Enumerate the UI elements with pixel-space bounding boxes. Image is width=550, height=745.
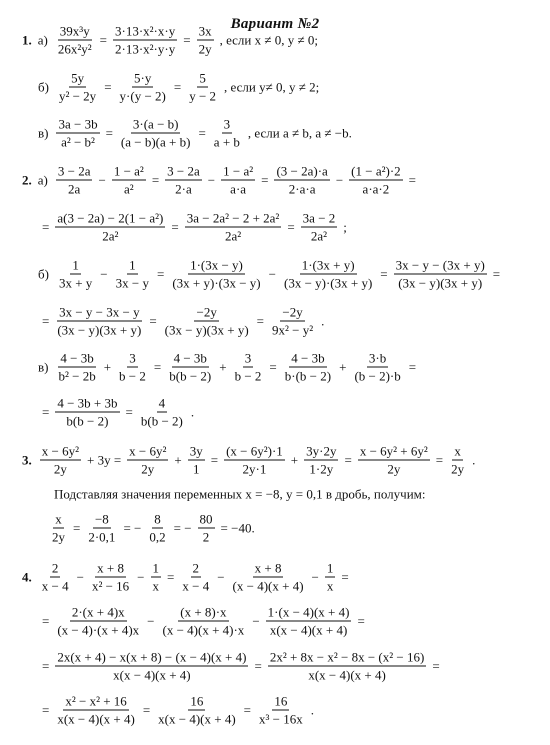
- numerator: 4 − 3b: [173, 350, 207, 366]
- denominator: x: [152, 578, 160, 594]
- fraction: [188, 445, 205, 476]
- operator: =: [171, 219, 179, 235]
- denominator: 2·a: [175, 181, 192, 197]
- numerator: 3y·2y: [306, 443, 337, 459]
- numerator: 3x: [198, 23, 212, 39]
- numerator: 4 − 3b: [291, 350, 325, 366]
- operator: =: [287, 219, 295, 235]
- fraction: [112, 165, 146, 196]
- fraction: [221, 165, 255, 196]
- fraction: [56, 118, 99, 149]
- operator: =: [42, 613, 50, 629]
- equation-line: [38, 352, 420, 383]
- numerator: 3 − 2a: [57, 163, 91, 179]
- denominator: (3x − y)(3x + y): [164, 322, 249, 338]
- numerator: 1: [152, 560, 160, 576]
- operator: −: [147, 613, 155, 629]
- denominator: x(x − 4)(x + 4): [158, 711, 236, 727]
- denominator: b − 2: [234, 368, 262, 384]
- denominator: a + b: [213, 134, 240, 150]
- numerator: 3a − 2a² − 2 + 2a²: [186, 210, 280, 226]
- numerator: 2: [51, 560, 59, 576]
- problem-number: 2.: [22, 172, 32, 188]
- equation-line: [50, 488, 426, 501]
- operator: =: [357, 613, 365, 629]
- equation-line: [38, 212, 351, 243]
- equation-line: [38, 651, 444, 682]
- numerator: (x + 8)·x: [180, 604, 227, 620]
- fraction: [349, 165, 403, 196]
- denominator: 1·2y: [309, 461, 334, 477]
- subproblem-label: а): [37, 32, 48, 48]
- fraction: [156, 695, 237, 726]
- denominator: a²: [123, 181, 134, 197]
- subproblem-label: б): [38, 266, 49, 282]
- denominator: b·(b − 2): [284, 368, 332, 384]
- denominator: 1: [192, 461, 200, 477]
- fraction: [268, 651, 427, 682]
- operator: =: [153, 359, 162, 375]
- numerator: x: [55, 511, 62, 527]
- fraction: [50, 513, 67, 544]
- fraction: [55, 212, 165, 243]
- operator: =: [380, 266, 388, 282]
- fraction: [113, 25, 177, 56]
- numerator: 1·(x − 4)(x + 4): [267, 604, 350, 620]
- numerator: 4: [158, 395, 166, 411]
- operator: +: [219, 359, 227, 375]
- fraction: [352, 352, 402, 383]
- subproblem-label: б): [38, 79, 49, 95]
- fraction: [163, 306, 251, 337]
- subproblem-label: в): [38, 359, 49, 375]
- operator: =: [173, 79, 182, 95]
- operator: = −: [123, 520, 142, 536]
- fraction: [301, 212, 338, 243]
- fraction: [147, 513, 167, 544]
- fraction: [231, 562, 306, 593]
- denominator: 2y: [53, 461, 67, 477]
- problem-number: 3.: [22, 452, 32, 468]
- operator: =: [151, 172, 160, 188]
- numerator: 3: [244, 350, 252, 366]
- numerator: 3y: [189, 443, 203, 459]
- operator: =: [104, 79, 112, 95]
- operator: =: [198, 125, 206, 141]
- numerator: (3 − 2a)·a: [276, 163, 328, 179]
- numerator: (x − 6y²)·1: [226, 443, 283, 459]
- equation-line: [22, 165, 420, 196]
- numerator: 39x³y: [59, 23, 90, 39]
- equation-line: [38, 306, 328, 337]
- numerator: 5·y: [134, 70, 152, 86]
- fraction: [127, 445, 168, 476]
- fraction: [165, 165, 202, 196]
- numerator: 3·b: [368, 350, 387, 366]
- fraction: [270, 306, 315, 337]
- numerator: 8: [154, 511, 161, 527]
- numerator: 3: [129, 350, 136, 366]
- fraction: [56, 352, 97, 383]
- numerator: 3·13·x²·x·y: [115, 23, 176, 39]
- denominator: a·a·2: [362, 181, 390, 197]
- numerator: x − 6y²: [129, 443, 167, 459]
- denominator: (3x − y)·(3x + y): [283, 275, 373, 291]
- operator: =: [42, 702, 50, 718]
- operator: =: [492, 266, 501, 282]
- operator: .: [472, 452, 476, 468]
- fraction: [394, 259, 487, 290]
- equation-line: [22, 445, 479, 476]
- operator: =: [408, 359, 417, 375]
- operator: .: [321, 313, 325, 329]
- fraction: [55, 695, 136, 726]
- numerator: 16: [274, 693, 288, 709]
- denominator: x(x − 4)(x + 4): [269, 622, 348, 638]
- denominator: x: [326, 578, 334, 594]
- fraction: [325, 562, 336, 593]
- denominator: a² − b²: [61, 134, 95, 150]
- fraction: [86, 513, 117, 544]
- numerator: −8: [94, 511, 109, 527]
- operator: −: [76, 569, 84, 585]
- numerator: x + 8: [254, 560, 282, 576]
- operator: =: [42, 313, 50, 329]
- numerator: 4 − 3b: [60, 350, 94, 366]
- fraction: [57, 259, 94, 290]
- denominator: (3x − y)(3x + y): [57, 322, 142, 338]
- operator: ;: [343, 219, 347, 235]
- denominator: x(x − 4)(x + 4): [308, 667, 386, 683]
- denominator: (b − 2)·b: [354, 368, 401, 384]
- numerator: 5y: [71, 70, 85, 86]
- fraction: [55, 306, 143, 337]
- operator: .: [310, 702, 314, 718]
- fraction: [55, 651, 248, 682]
- operator: =: [432, 658, 440, 674]
- text-fragment: , если y≠ 0, y ≠ 2;: [224, 79, 320, 95]
- denominator: (x − 4)·(x + 4)x: [57, 622, 140, 638]
- denominator: 2y: [141, 461, 155, 477]
- denominator: b(b − 2): [140, 413, 183, 429]
- operator: =: [42, 404, 50, 420]
- numerator: 2: [192, 560, 200, 576]
- denominator: 2y: [52, 529, 65, 545]
- denominator: 2·13·x²·y·y: [115, 41, 176, 57]
- operator: + 3y =: [86, 452, 122, 468]
- fraction: [117, 352, 148, 383]
- numerator: 3x − y − 3x − y: [59, 304, 140, 320]
- numerator: 1 − a²: [223, 163, 254, 179]
- numerator: 1·(3x + y): [301, 257, 355, 273]
- denominator: x² − 16: [91, 578, 130, 594]
- numerator: 3: [223, 116, 231, 132]
- fraction: [233, 352, 264, 383]
- fraction: [56, 165, 93, 196]
- operator: =: [105, 125, 113, 141]
- operator: =: [167, 569, 175, 585]
- fraction: [257, 695, 305, 726]
- denominator: 3x + y: [58, 275, 93, 291]
- denominator: 2·0,1: [88, 529, 116, 545]
- fraction: [119, 118, 193, 149]
- subproblem-label: а): [37, 172, 48, 188]
- equation-line: [38, 259, 504, 290]
- operator: −: [207, 172, 216, 188]
- operator: =: [149, 313, 157, 329]
- operator: =: [42, 658, 50, 674]
- operator: .: [190, 404, 195, 420]
- denominator: b² − 2b: [58, 368, 96, 384]
- numerator: 3a − 2: [302, 210, 336, 226]
- operator: =: [142, 702, 151, 718]
- numerator: 3 − 2a: [167, 163, 200, 179]
- denominator: 2a²: [310, 228, 328, 244]
- fraction: [57, 72, 98, 103]
- numerator: x − 6y²: [41, 443, 79, 459]
- operator: =: [210, 452, 219, 468]
- fraction: [55, 397, 119, 428]
- operator: −: [98, 172, 106, 188]
- equation-line: [48, 513, 259, 544]
- fraction: [449, 445, 466, 476]
- operator: =: [254, 658, 262, 674]
- denominator: 2y: [387, 461, 401, 477]
- denominator: (x − 4)(x + 4): [232, 578, 304, 594]
- fraction: [55, 606, 141, 637]
- fraction: [56, 25, 94, 56]
- numerator: 1: [129, 257, 136, 273]
- operator: =: [125, 404, 133, 420]
- fraction: [187, 72, 218, 103]
- denominator: 3x − y: [115, 275, 149, 291]
- fraction: [40, 445, 81, 476]
- numerator: 4 − 3b + 3b: [57, 395, 118, 411]
- fraction: [161, 606, 247, 637]
- denominator: b(b − 2): [66, 413, 109, 429]
- fraction: [224, 445, 285, 476]
- numerator: x: [454, 443, 461, 459]
- denominator: 2a: [68, 181, 81, 197]
- page-title: Вариант №2: [230, 16, 320, 32]
- equation-line: [38, 118, 352, 149]
- equation-line: [38, 606, 369, 637]
- numerator: 3·(a − b): [132, 116, 179, 132]
- operator: +: [103, 359, 112, 375]
- fraction: [114, 259, 151, 290]
- operator: =: [261, 172, 269, 188]
- numerator: 5: [199, 70, 206, 86]
- operator: =: [344, 452, 352, 468]
- equation-line: [38, 72, 319, 103]
- operator: =: [73, 520, 81, 536]
- denominator: a·a: [230, 181, 247, 197]
- operator: −: [100, 266, 108, 282]
- numerator: 3x − y − (3x + y): [395, 257, 485, 273]
- operator: = −40.: [220, 520, 255, 536]
- denominator: (a − b)(a + b): [120, 134, 191, 150]
- denominator: y² − 2y: [58, 88, 97, 104]
- numerator: −2y: [282, 304, 303, 320]
- numerator: 1·(3x − y): [190, 257, 243, 273]
- denominator: 9x² − y²: [272, 322, 314, 338]
- operator: =: [435, 452, 444, 468]
- denominator: 2y: [198, 41, 212, 57]
- fraction: [170, 259, 262, 290]
- fraction: [358, 445, 430, 476]
- denominator: 2: [202, 529, 210, 545]
- fraction: [167, 352, 213, 383]
- fraction: [197, 25, 214, 56]
- equation-line: [38, 695, 318, 726]
- denominator: b(b − 2): [169, 368, 212, 384]
- denominator: 2a²: [102, 228, 119, 244]
- numerator: x² − x² + 16: [65, 693, 127, 709]
- fraction: [90, 562, 131, 593]
- text-fragment: , если x ≠ 0, y ≠ 0;: [219, 32, 319, 48]
- operator: =: [256, 313, 264, 329]
- numerator: 1 − a²: [113, 163, 144, 179]
- operator: =: [156, 266, 165, 282]
- numerator: a(3 − 2a) − 2(1 − a²): [57, 210, 164, 226]
- equation-line: [22, 25, 318, 56]
- denominator: 2·a·a: [288, 181, 316, 197]
- operator: −: [137, 569, 145, 585]
- fraction: [180, 562, 211, 593]
- fraction: [274, 165, 329, 196]
- denominator: b − 2: [119, 368, 146, 384]
- operator: +: [339, 359, 347, 375]
- denominator: x(x − 4)(x + 4): [113, 667, 191, 683]
- operator: +: [290, 452, 299, 468]
- operator: =: [183, 32, 191, 48]
- numerator: 16: [190, 693, 204, 709]
- numerator: 3a − 3b: [58, 116, 98, 132]
- fraction: [212, 118, 242, 149]
- numerator: (1 − a²)·2: [351, 163, 401, 179]
- numerator: −2y: [196, 304, 217, 320]
- operator: −: [268, 266, 276, 282]
- fraction: [151, 562, 162, 593]
- fraction: [118, 72, 168, 103]
- subproblem-label: в): [38, 125, 49, 141]
- operator: =: [42, 219, 50, 235]
- operator: =: [99, 32, 107, 48]
- denominator: y·(y − 2): [119, 88, 166, 104]
- denominator: x − 4: [182, 578, 210, 594]
- denominator: 2y: [451, 461, 465, 477]
- numerator: x − 6y² + 6y²: [359, 443, 428, 459]
- text-fragment: Подставляя значения переменных x = −8, y = 0,1 в дробь, получим:: [54, 486, 426, 502]
- denominator: x(x − 4)(x + 4): [57, 711, 135, 727]
- operator: =: [408, 172, 416, 188]
- numerator: x + 8: [97, 560, 124, 576]
- denominator: 2a²: [224, 228, 242, 244]
- operator: = −: [173, 520, 192, 536]
- text-fragment: , если a ≠ b, a ≠ −b.: [247, 125, 352, 141]
- problem-number: 1.: [22, 32, 32, 48]
- operator: +: [174, 452, 182, 468]
- fraction: [185, 212, 282, 243]
- denominator: (3x + y)·(3x − y): [172, 275, 261, 291]
- equation-line: [22, 562, 353, 593]
- numerator: 1: [326, 560, 334, 576]
- fraction: [304, 445, 338, 476]
- numerator: 2·(x + 4)x: [71, 604, 125, 620]
- operator: −: [311, 569, 319, 585]
- operator: =: [341, 569, 349, 585]
- equation-line: [38, 397, 198, 428]
- numerator: 80: [199, 511, 213, 527]
- denominator: x³ − 16x: [259, 711, 303, 727]
- fraction: [139, 397, 185, 428]
- fraction: [283, 352, 333, 383]
- operator: −: [335, 172, 344, 188]
- fraction: [40, 562, 71, 593]
- operator: =: [243, 702, 251, 718]
- fraction: [266, 606, 352, 637]
- numerator: 2x² + 8x − x² − 8x − (x² − 16): [269, 649, 425, 665]
- problem-number: 4.: [22, 569, 32, 585]
- fraction: [282, 259, 374, 290]
- operator: −: [217, 569, 225, 585]
- numerator: 2x(x + 4) − x(x + 8) − (x − 4)(x + 4): [57, 649, 247, 665]
- fraction: [198, 513, 215, 544]
- denominator: (x − 4)(x + 4)·x: [162, 622, 245, 638]
- denominator: (3x − y)(3x + y): [398, 275, 483, 291]
- operator: =: [269, 359, 277, 375]
- denominator: 26x²y²: [57, 41, 92, 57]
- numerator: 1: [72, 257, 79, 273]
- denominator: 0,2: [149, 529, 166, 545]
- operator: −: [252, 613, 260, 629]
- denominator: x − 4: [41, 578, 69, 594]
- denominator: y − 2: [189, 88, 217, 104]
- denominator: 2y·1: [242, 461, 267, 477]
